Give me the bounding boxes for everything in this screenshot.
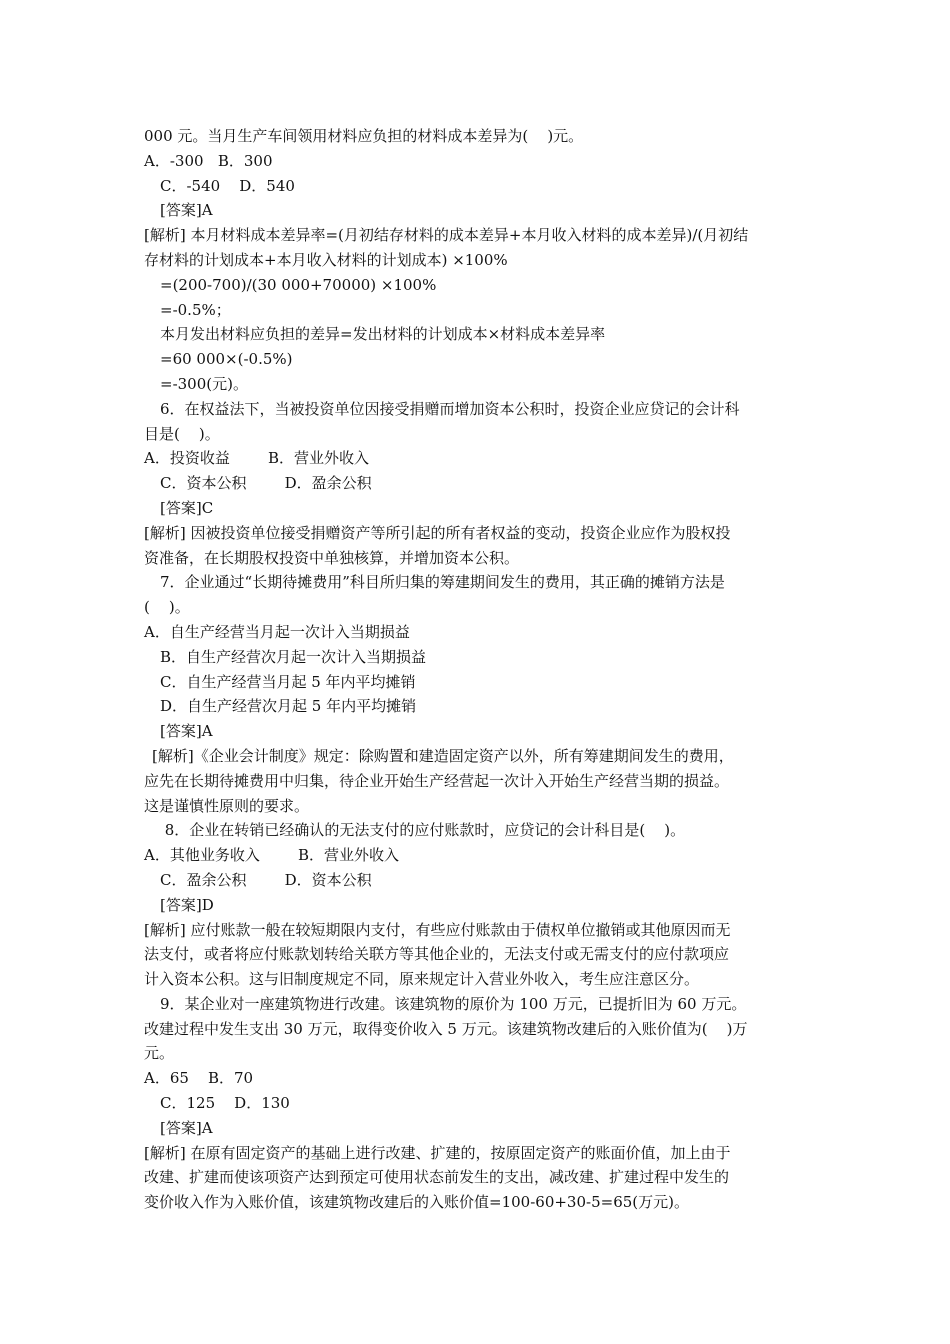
text-line: C．盈余公积 D．资本公积 xyxy=(160,870,372,889)
text-line: 000 元。当月生产车间领用材料应负担的材料成本差异为( )元。 xyxy=(144,127,584,145)
text-line: =-300(元)。 xyxy=(160,374,248,393)
text-line: [答案]A xyxy=(160,201,213,220)
text-line: ( )。 xyxy=(144,598,190,617)
text-line: [答案]A xyxy=(160,1118,213,1137)
text-line: [解析] 应付账款一般在较短期限内支付，有些应付账款由于债权单位撤销或其他原因而无 xyxy=(144,920,731,939)
text-line: 法支付，或者将应付账款划转给关联方等其他企业的，无法支付或无需支付的应付款项应 xyxy=(144,945,730,964)
text-line: 元。 xyxy=(144,1044,175,1063)
text-line: [答案]A xyxy=(160,722,213,741)
text-line: 本月发出材料应负担的差异=发出材料的计划成本×材料成本差异率 xyxy=(160,325,606,344)
text-line: C．资本公积 D．盈余公积 xyxy=(160,474,372,493)
text-line: =-0.5%； xyxy=(160,300,231,319)
text-line: [解析] 在原有固定资产的基础上进行改建、扩建的，按原固定资产的账面价值，加上由于 xyxy=(144,1143,731,1162)
text-line: 目是( )。 xyxy=(144,424,220,443)
text-line: C．自生产经营当月起 5 年内平均摊销 xyxy=(160,672,416,691)
text-line: B．自生产经营次月起一次计入当期损益 xyxy=(160,647,427,666)
text-line: 8．企业在转销已经确认的无法支付的应付账款时，应贷记的会计科目是( )。 xyxy=(160,821,686,840)
text-line: A．投资收益 B．营业外收入 xyxy=(144,449,370,468)
text-line: [解析] 因被投资单位接受捐赠资产等所引起的所有者权益的变动，投资企业应作为股权投 xyxy=(144,523,731,542)
text-line: 存材料的计划成本+本月收入材料的计划成本) ×100% xyxy=(144,250,508,269)
text-line: A．-300 B．300 xyxy=(144,151,273,170)
text-line: A．其他业务收入 B．营业外收入 xyxy=(144,846,400,865)
text-line: [解析]《企业会计制度》规定：除购置和建造固定资产以外，所有筹建期间发生的费用， xyxy=(152,746,734,765)
text-line: C．125 D．130 xyxy=(160,1094,290,1113)
text-line: 变价收入作为入账价值，该建筑物改建后的入账价值=100-60+30-5=65(万元)。 xyxy=(144,1193,689,1212)
text-line: =(200-700)/(30 000+70000) ×100% xyxy=(160,275,437,294)
text-line: =60 000×(-0.5%) xyxy=(160,350,293,369)
text-line: [解析] 本月材料成本差异率=(月初结存材料的成本差异+本月收入材料的成本差异)/(月初结 xyxy=(144,226,749,245)
text-line: 改建过程中发生支出 30 万元，取得变价收入 5 万元。该建筑物改建后的入账价值为( )万 xyxy=(144,1019,748,1038)
text-line: 计入资本公积。这与旧制度规定不同，原来规定计入营业外收入，考生应注意区分。 xyxy=(144,970,700,989)
text-line: 资准备，在长期股权投资中单独核算，并增加资本公积。 xyxy=(144,548,520,567)
text-line: A．自生产经营当月起一次计入当期损益 xyxy=(144,622,410,641)
text-line: [答案]C xyxy=(160,498,214,517)
text-line: 改建、扩建而使该项资产达到预定可使用状态前发生的支出，减改建、扩建过程中发生的 xyxy=(144,1168,730,1187)
text-line: 应先在长期待摊费用中归集，待企业开始生产经营起一次计入开始生产经营当期的损益。 xyxy=(144,771,730,790)
text-line: 7．企业通过“长期待摊费用”科目所归集的筹建期间发生的费用，其正确的摊销方法是 xyxy=(160,573,725,592)
text-line: C．-540 D．540 xyxy=(160,176,295,195)
text-line: [答案]D xyxy=(160,895,214,914)
text-line: D．自生产经营次月起 5 年内平均摊销 xyxy=(160,697,417,716)
text-line: 这是谨慎性原则的要求。 xyxy=(144,796,310,815)
text-line: 6．在权益法下，当被投资单位因接受捐赠而增加资本公积时，投资企业应贷记的会计科 xyxy=(160,399,740,418)
document-body xyxy=(144,124,808,1215)
text-line: A．65 B．70 xyxy=(144,1069,254,1088)
text-line: 9．某企业对一座建筑物进行改建。该建筑物的原价为 100 万元，已提折旧为 60 万元。 xyxy=(160,994,747,1013)
